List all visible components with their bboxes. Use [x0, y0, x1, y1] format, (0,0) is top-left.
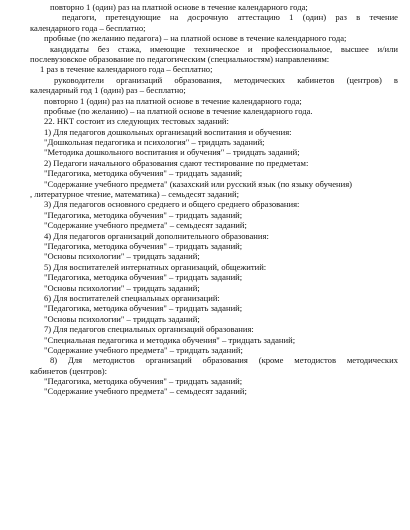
- text-line: 5) Для воспитателей интернатных организаций, общежитий:: [44, 261, 267, 272]
- text-line: 6) Для воспитателей специальных организаций:: [44, 292, 220, 303]
- text-line: "Основы психологии" – тридцать заданий;: [44, 313, 200, 324]
- text-line: кандидаты без стажа, имеющие техническое и профессиональное, высшее и/или: [50, 43, 398, 54]
- text-line: "Основы психологии" – тридцать заданий;: [44, 282, 200, 293]
- text-line: 1 раз в течение календарного года – бесплатно;: [40, 64, 213, 75]
- text-line: кабинетов (центров):: [30, 365, 108, 376]
- text-line: "Педагогика, методика обучения" – тридцать заданий;: [44, 272, 243, 283]
- text-line: "Специальная педагогика и методика обучения" – тридцать заданий;: [44, 334, 296, 345]
- text-line: пробные (по желанию педагога) – на платной основе в течение календарного года;: [44, 33, 347, 44]
- text-line: календарный год 1 (один) раз – бесплатно;: [30, 85, 186, 96]
- text-line: 8) Для методистов организаций образования (кроме методистов методических: [50, 355, 398, 366]
- text-line: 22. НКТ состоит из следующих тестовых заданий:: [44, 116, 229, 127]
- text-line: "Педагогика, методика обучения" – тридцать заданий;: [44, 168, 243, 179]
- text-line: 1) Для педагогов дошкольных организаций воспитания и обучения:: [44, 126, 292, 137]
- text-line: повторно 1 (один) раз на платной основе в течение календарного года;: [44, 95, 302, 106]
- text-line: 7) Для педагогов специальных организаций образования:: [44, 324, 254, 335]
- text-line: 2) Педагоги начального образования сдают тестирование по предметам:: [44, 157, 309, 168]
- text-line: "Дошкольная педагогика и психология" – тридцать заданий;: [44, 137, 265, 148]
- text-line: повторно 1 (один) раз на платной основе в течение календарного года;: [50, 2, 308, 12]
- text-line: "Педагогика, методика обучения" – тридцать заданий;: [44, 376, 243, 387]
- text-line: 3) Для педагогов основного среднего и общего среднего образования:: [44, 199, 300, 210]
- text-line: послевузовское образование по педагогическим (специальностям) направлениям:: [30, 53, 330, 64]
- text-line: "Педагогика, методика обучения" – тридцать заданий;: [44, 240, 243, 251]
- text-line: "Основы психологии" – тридцать заданий;: [44, 251, 200, 262]
- text-line: руководители организаций образования, методических кабинетов (центров) в: [54, 74, 398, 85]
- text-line: 4) Для педагогов организаций дополнительного образования:: [44, 230, 269, 241]
- text-line: педагоги, претендующие на досрочную аттестацию 1 (один) раз в течение: [62, 12, 398, 23]
- text-line: "Педагогика, методика обучения" – тридцать заданий;: [44, 209, 243, 220]
- text-line: "Содержание учебного предмета" – семьдесят заданий;: [44, 220, 247, 231]
- text-line: "Содержание учебного предмета" (казахский или русский язык (по языку обучения): [44, 178, 353, 189]
- text-line: "Содержание учебного предмета" – тридцать заданий;: [44, 344, 243, 355]
- text-line: календарного года – бесплатно;: [30, 22, 146, 33]
- text-line: "Педагогика, методика обучения" – тридцать заданий;: [44, 303, 243, 314]
- text-line: пробные (по желанию) – на платной основе в течение календарного года.: [44, 105, 313, 116]
- text-line: "Методика дошкольного воспитания и обучения" – тридцать заданий;: [44, 147, 300, 158]
- text-line: "Содержание учебного предмета" – семьдесят заданий;: [44, 386, 247, 397]
- text-line: , литературное чтение, математика) – семьдесят заданий;: [30, 189, 239, 200]
